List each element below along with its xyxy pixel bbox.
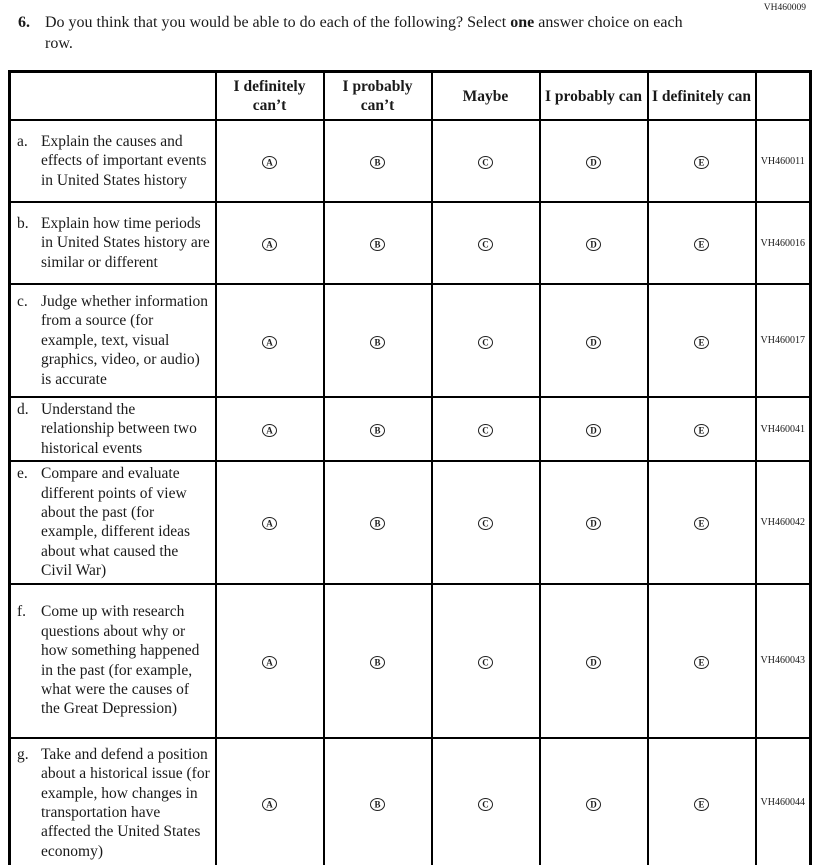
bubble-letter-d: D (590, 157, 597, 168)
bubble-letter-b: B (374, 657, 381, 668)
answer-bubble-e[interactable] (694, 238, 709, 251)
bubble-letter-a: A (266, 157, 273, 168)
row-statement-text: Take and defend a position about a historical issue (for example, how changes in transportation have affected the United States economy) (41, 745, 210, 860)
table-row (10, 397, 811, 461)
answer-bubble-d[interactable] (586, 156, 601, 169)
bubble-letter-b: B (374, 239, 381, 250)
bubble-letter-c: C (482, 518, 489, 529)
answer-bubble-b[interactable] (370, 156, 385, 169)
bubble-letter-e: E (698, 337, 705, 347)
row-letter: f. (17, 603, 27, 621)
answer-cell-b (324, 584, 432, 738)
bubble-letter-c: C (482, 239, 489, 250)
header-code-cell (756, 72, 811, 121)
answer-cell-a (216, 120, 324, 202)
answer-bubble-c[interactable] (478, 238, 493, 251)
row-statement-text: Explain how time periods in United States history are similar or different (41, 214, 210, 271)
row-letter: g. (17, 745, 29, 763)
answer-bubble-a[interactable] (262, 424, 277, 437)
answer-bubble-e[interactable] (694, 798, 709, 811)
row-letter: d. (17, 401, 29, 418)
answer-cell-c (432, 584, 540, 738)
answer-bubble-e[interactable] (694, 517, 709, 530)
answer-cell-b (324, 397, 432, 461)
answer-bubble-c[interactable] (478, 798, 493, 811)
answer-cell-a (216, 284, 324, 397)
row-statement-text: Explain the causes and effects of important events in United States history (41, 132, 207, 189)
bubble-letter-b: B (374, 337, 381, 347)
row-statement-text: Come up with research questions about why or how something happened in the past (for example, what were the causes of the Great Depression) (41, 603, 200, 718)
row-letter: b. (17, 214, 29, 232)
table-row (10, 461, 811, 583)
bubble-letter-e: E (698, 425, 705, 436)
bubble-letter-c: C (482, 425, 489, 436)
answer-cell-a (216, 738, 324, 865)
header-stub-cell (10, 72, 216, 121)
bubble-letter-e: E (698, 799, 705, 810)
answer-cell-a (216, 202, 324, 284)
answer-bubble-c[interactable] (478, 656, 493, 669)
question-text-bold: one (510, 14, 535, 31)
answer-cell-d (540, 738, 648, 865)
answer-bubble-d[interactable] (586, 656, 601, 669)
table-row (10, 284, 811, 397)
bubble-letter-a: A (266, 425, 273, 436)
question-block (18, 12, 707, 54)
bubble-letter-a: A (266, 518, 273, 529)
answer-cell-c (432, 120, 540, 202)
answer-cell-d (540, 284, 648, 397)
answer-cell-e (648, 120, 756, 202)
row-item-code: VH460041 (756, 397, 811, 461)
answer-cell-c (432, 738, 540, 865)
answer-bubble-b[interactable] (370, 517, 385, 530)
answer-cell-c (432, 397, 540, 461)
answer-bubble-d[interactable] (586, 798, 601, 811)
header-definitely-cant: I definitely can’t (216, 72, 324, 121)
answer-cell-a (216, 584, 324, 738)
bubble-letter-b: B (374, 799, 381, 810)
answer-bubble-a[interactable] (262, 656, 277, 669)
answer-cell-b (324, 284, 432, 397)
table-row (10, 584, 811, 738)
answer-bubble-a[interactable] (262, 798, 277, 811)
row-item-code: VH460044 (756, 738, 811, 865)
answer-cell-c (432, 284, 540, 397)
page-accession-code: VH460009 (763, 3, 806, 13)
question-text-end: answer choice on each row. (45, 14, 683, 52)
answer-cell-e (648, 461, 756, 583)
answer-bubble-c[interactable] (478, 156, 493, 169)
answer-bubble-b[interactable] (370, 424, 385, 437)
answer-cell-d (540, 584, 648, 738)
row-statement-cell (10, 120, 216, 202)
table-row (10, 202, 811, 284)
bubble-letter-a: A (266, 239, 273, 250)
bubble-letter-d: D (590, 337, 597, 347)
bubble-letter-c: C (482, 799, 489, 810)
answer-cell-b (324, 461, 432, 583)
bubble-letter-e: E (698, 518, 705, 529)
answer-bubble-a[interactable] (262, 238, 277, 251)
answer-bubble-b[interactable] (370, 798, 385, 811)
answer-bubble-b[interactable] (370, 656, 385, 669)
answer-bubble-e[interactable] (694, 424, 709, 437)
answer-bubble-a[interactable] (262, 156, 277, 169)
answer-cell-b (324, 120, 432, 202)
row-statement-cell (10, 397, 216, 461)
answer-cell-b (324, 738, 432, 865)
answer-bubble-d[interactable] (586, 517, 601, 530)
row-statement-cell (10, 738, 216, 865)
row-item-code: VH460042 (756, 461, 811, 583)
answer-bubble-b[interactable] (370, 238, 385, 251)
answer-cell-d (540, 120, 648, 202)
bubble-letter-b: B (374, 425, 381, 436)
header-probably-cant: I probably can’t (324, 72, 432, 121)
answer-bubble-d[interactable] (586, 238, 601, 251)
row-letter: a. (17, 132, 28, 150)
row-letter: e. (17, 465, 28, 483)
question-text-start: Do you think that you would be able to do each of the following? Select (45, 14, 511, 31)
answer-cell-a (216, 461, 324, 583)
row-statement-cell (10, 284, 216, 397)
answer-bubble-a[interactable] (262, 336, 277, 349)
row-item-code: VH460043 (756, 584, 811, 738)
row-statement-text: Understand the relationship between two historical events (41, 401, 197, 457)
header-definitely-can: I definitely can (648, 72, 756, 121)
answer-bubble-c[interactable] (478, 424, 493, 437)
answer-bubble-b[interactable] (370, 336, 385, 349)
table-row (10, 120, 811, 202)
bubble-letter-a: A (266, 657, 273, 668)
answer-cell-e (648, 584, 756, 738)
row-letter: c. (17, 292, 28, 310)
answer-bubble-a[interactable] (262, 517, 277, 530)
row-statement-text: Judge whether information from a source (for example, text, visual graphics, video, or audio) is accurate (41, 292, 209, 388)
bubble-letter-d: D (590, 518, 597, 529)
answer-bubble-d[interactable] (586, 424, 601, 437)
bubble-letter-e: E (698, 239, 705, 250)
answer-bubble-e[interactable] (694, 336, 709, 349)
answer-cell-d (540, 461, 648, 583)
question-number: 6. (18, 14, 30, 31)
answer-cell-b (324, 202, 432, 284)
bubble-letter-e: E (698, 657, 705, 668)
answer-cell-a (216, 397, 324, 461)
question-text (45, 12, 707, 54)
answer-cell-c (432, 461, 540, 583)
bubble-letter-e: E (698, 157, 705, 168)
answer-cell-e (648, 202, 756, 284)
bubble-letter-a: A (266, 799, 273, 810)
answer-cell-d (540, 202, 648, 284)
row-item-code: VH460017 (756, 284, 811, 397)
answer-bubble-e[interactable] (694, 156, 709, 169)
row-item-code: VH460016 (756, 202, 811, 284)
bubble-letter-a: A (266, 337, 273, 347)
answer-bubble-d[interactable] (586, 336, 601, 349)
table-row (10, 738, 811, 865)
row-statement-cell (10, 202, 216, 284)
bubble-letter-c: C (482, 157, 489, 168)
header-maybe: Maybe (432, 72, 540, 121)
answer-cell-e (648, 284, 756, 397)
row-item-code: VH460011 (756, 120, 811, 202)
header-row (10, 72, 811, 121)
row-statement-cell (10, 461, 216, 583)
answer-bubble-c[interactable] (478, 336, 493, 349)
response-grid (8, 70, 812, 865)
bubble-letter-d: D (590, 799, 597, 810)
row-statement-text: Compare and evaluate different points of view about the past (for example, different ideas about what caused the Civil War) (41, 465, 191, 580)
answer-cell-c (432, 202, 540, 284)
bubble-letter-c: C (482, 337, 489, 347)
answer-cell-d (540, 397, 648, 461)
bubble-letter-d: D (590, 239, 597, 250)
bubble-letter-b: B (374, 518, 381, 529)
row-statement-cell (10, 584, 216, 738)
answer-bubble-c[interactable] (478, 517, 493, 530)
bubble-letter-d: D (590, 657, 597, 668)
answer-cell-e (648, 397, 756, 461)
answer-bubble-e[interactable] (694, 656, 709, 669)
header-probably-can: I probably can (540, 72, 648, 121)
answer-cell-e (648, 738, 756, 865)
bubble-letter-c: C (482, 657, 489, 668)
bubble-letter-d: D (590, 425, 597, 436)
bubble-letter-b: B (374, 157, 381, 168)
